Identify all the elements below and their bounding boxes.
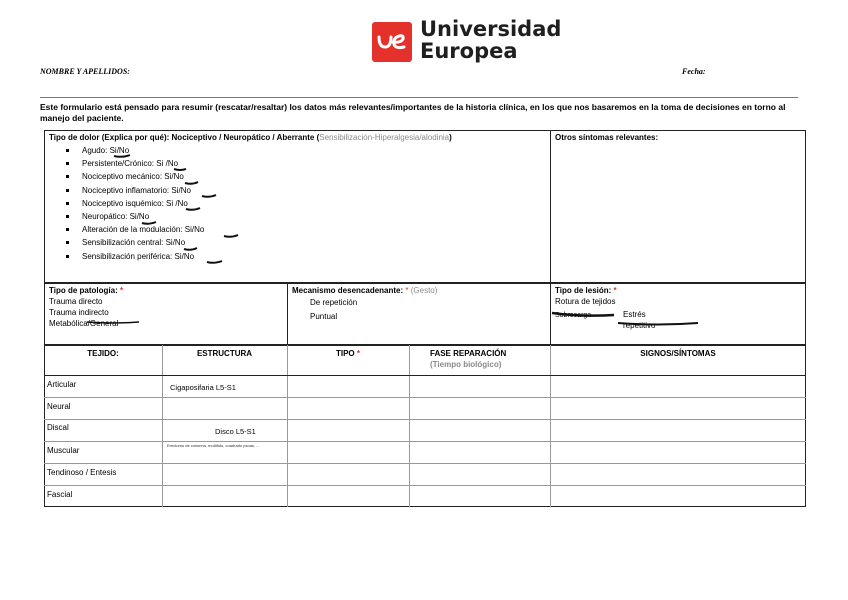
lesion-item-2: Sobrecarga <box>555 312 592 319</box>
pathology-divider-1 <box>287 283 288 345</box>
row-label-articular: Articular <box>47 380 77 389</box>
cell-estructura-discal: Disco L5-S1 <box>215 427 256 436</box>
tissue-table <box>44 345 806 507</box>
header-fase <box>430 349 506 369</box>
row-label-muscular: Muscular <box>47 446 80 455</box>
lesion-title: Tipo de lesión: <box>555 286 612 295</box>
mechanism-title: Mecanismo desencadenante: <box>292 286 404 295</box>
pain-item: Agudo: Si/No <box>44 144 544 157</box>
header-signos: SIGNOS/SÍNTOMAS <box>640 349 716 358</box>
row-label-tendinoso: Tendinoso / Entesis <box>47 468 117 477</box>
pathology-title: Tipo de patología: <box>49 286 118 295</box>
cell-estructura-muscular: Erectores de columna, multífido, cuadrado psoas, ... <box>167 443 260 448</box>
intro-text: Este formulario está pensado para resumir (rescatar/resaltar) los datos más relevantes/importantes de la historia clínica, en los que nos basaremos en la toma de decisiones en torno al manejo del paciente. <box>40 102 786 123</box>
header-tipo-label: TIPO <box>335 349 355 358</box>
pain-item: Nociceptivo inflamatorio: Si/No <box>44 184 544 197</box>
mechanism-item: Puntual <box>310 312 338 321</box>
header-divider <box>40 97 798 98</box>
pain-item: Nociceptivo isquémico: Si /No <box>44 197 544 210</box>
pathology-star: * <box>119 286 124 295</box>
other-symptoms-title: Otros síntomas relevantes: <box>555 133 659 142</box>
pathology-item: Trauma directo <box>49 297 103 306</box>
pain-item: Neuropático: Si/No <box>44 210 544 223</box>
pain-item: Sensibilización central: Si/No <box>44 236 544 249</box>
pain-title-end: ) <box>449 133 452 142</box>
pain-item: Sensibilización periférica: Si/No <box>44 250 544 263</box>
date-label: Fecha: <box>682 67 706 76</box>
pain-title-grey: Sensibilización-Hiperalgesia/alodinia <box>319 133 450 142</box>
row-label-neural: Neural <box>47 402 71 411</box>
header-estructura: ESTRUCTURA <box>196 349 253 358</box>
header-fase-sub: (Tiempo biológico) <box>430 360 502 369</box>
lesion-handwritten-marks <box>550 309 710 329</box>
pain-item: Nociceptivo mecánico: Si/No <box>44 170 544 183</box>
name-label: NOMBRE Y APELLIDOS: <box>40 67 130 76</box>
logo-line-1: Universidad <box>420 17 562 41</box>
mechanism-note: (Gesto) <box>410 286 438 295</box>
row-label-discal: Discal <box>47 423 69 432</box>
pain-title <box>49 132 549 143</box>
header-tejido: TEJIDO: <box>87 349 119 358</box>
mechanism-item: De repetición <box>310 298 358 307</box>
pain-title-main: Tipo de dolor (Explica por qué): Nociceptivo / Neuropático / Aberrante ( <box>49 133 320 142</box>
header-tipo <box>287 349 409 358</box>
university-logo-icon <box>372 22 412 62</box>
cell-estructura-articular: Cigaposifaria L5-S1 <box>170 383 236 392</box>
header-tipo-star: * <box>356 349 361 358</box>
lesion-item-1: Rotura de tejidos <box>555 297 616 306</box>
mechanism-block <box>292 285 437 322</box>
pathology-item: Metabólica/General <box>49 319 119 328</box>
handwritten-marks <box>44 144 244 269</box>
lesion-star: * <box>613 286 617 295</box>
pain-item: Alteración de la modulación: Si/No <box>44 223 544 236</box>
pain-divider <box>550 130 551 283</box>
lesion-handwritten: Estrés repetitivo <box>623 310 656 330</box>
logo-line-2: Europea <box>420 39 518 63</box>
pathology-item: Trauma indirecto <box>49 308 109 317</box>
pathology-underline <box>85 318 145 326</box>
pain-item: Persistente/Crónico: Si /No <box>44 157 544 170</box>
university-logo-text <box>420 18 561 62</box>
header-fase-label: FASE REPARACIÓN <box>430 349 507 358</box>
mechanism-star: * <box>405 286 409 295</box>
row-label-fascial: Fascial <box>47 490 73 499</box>
